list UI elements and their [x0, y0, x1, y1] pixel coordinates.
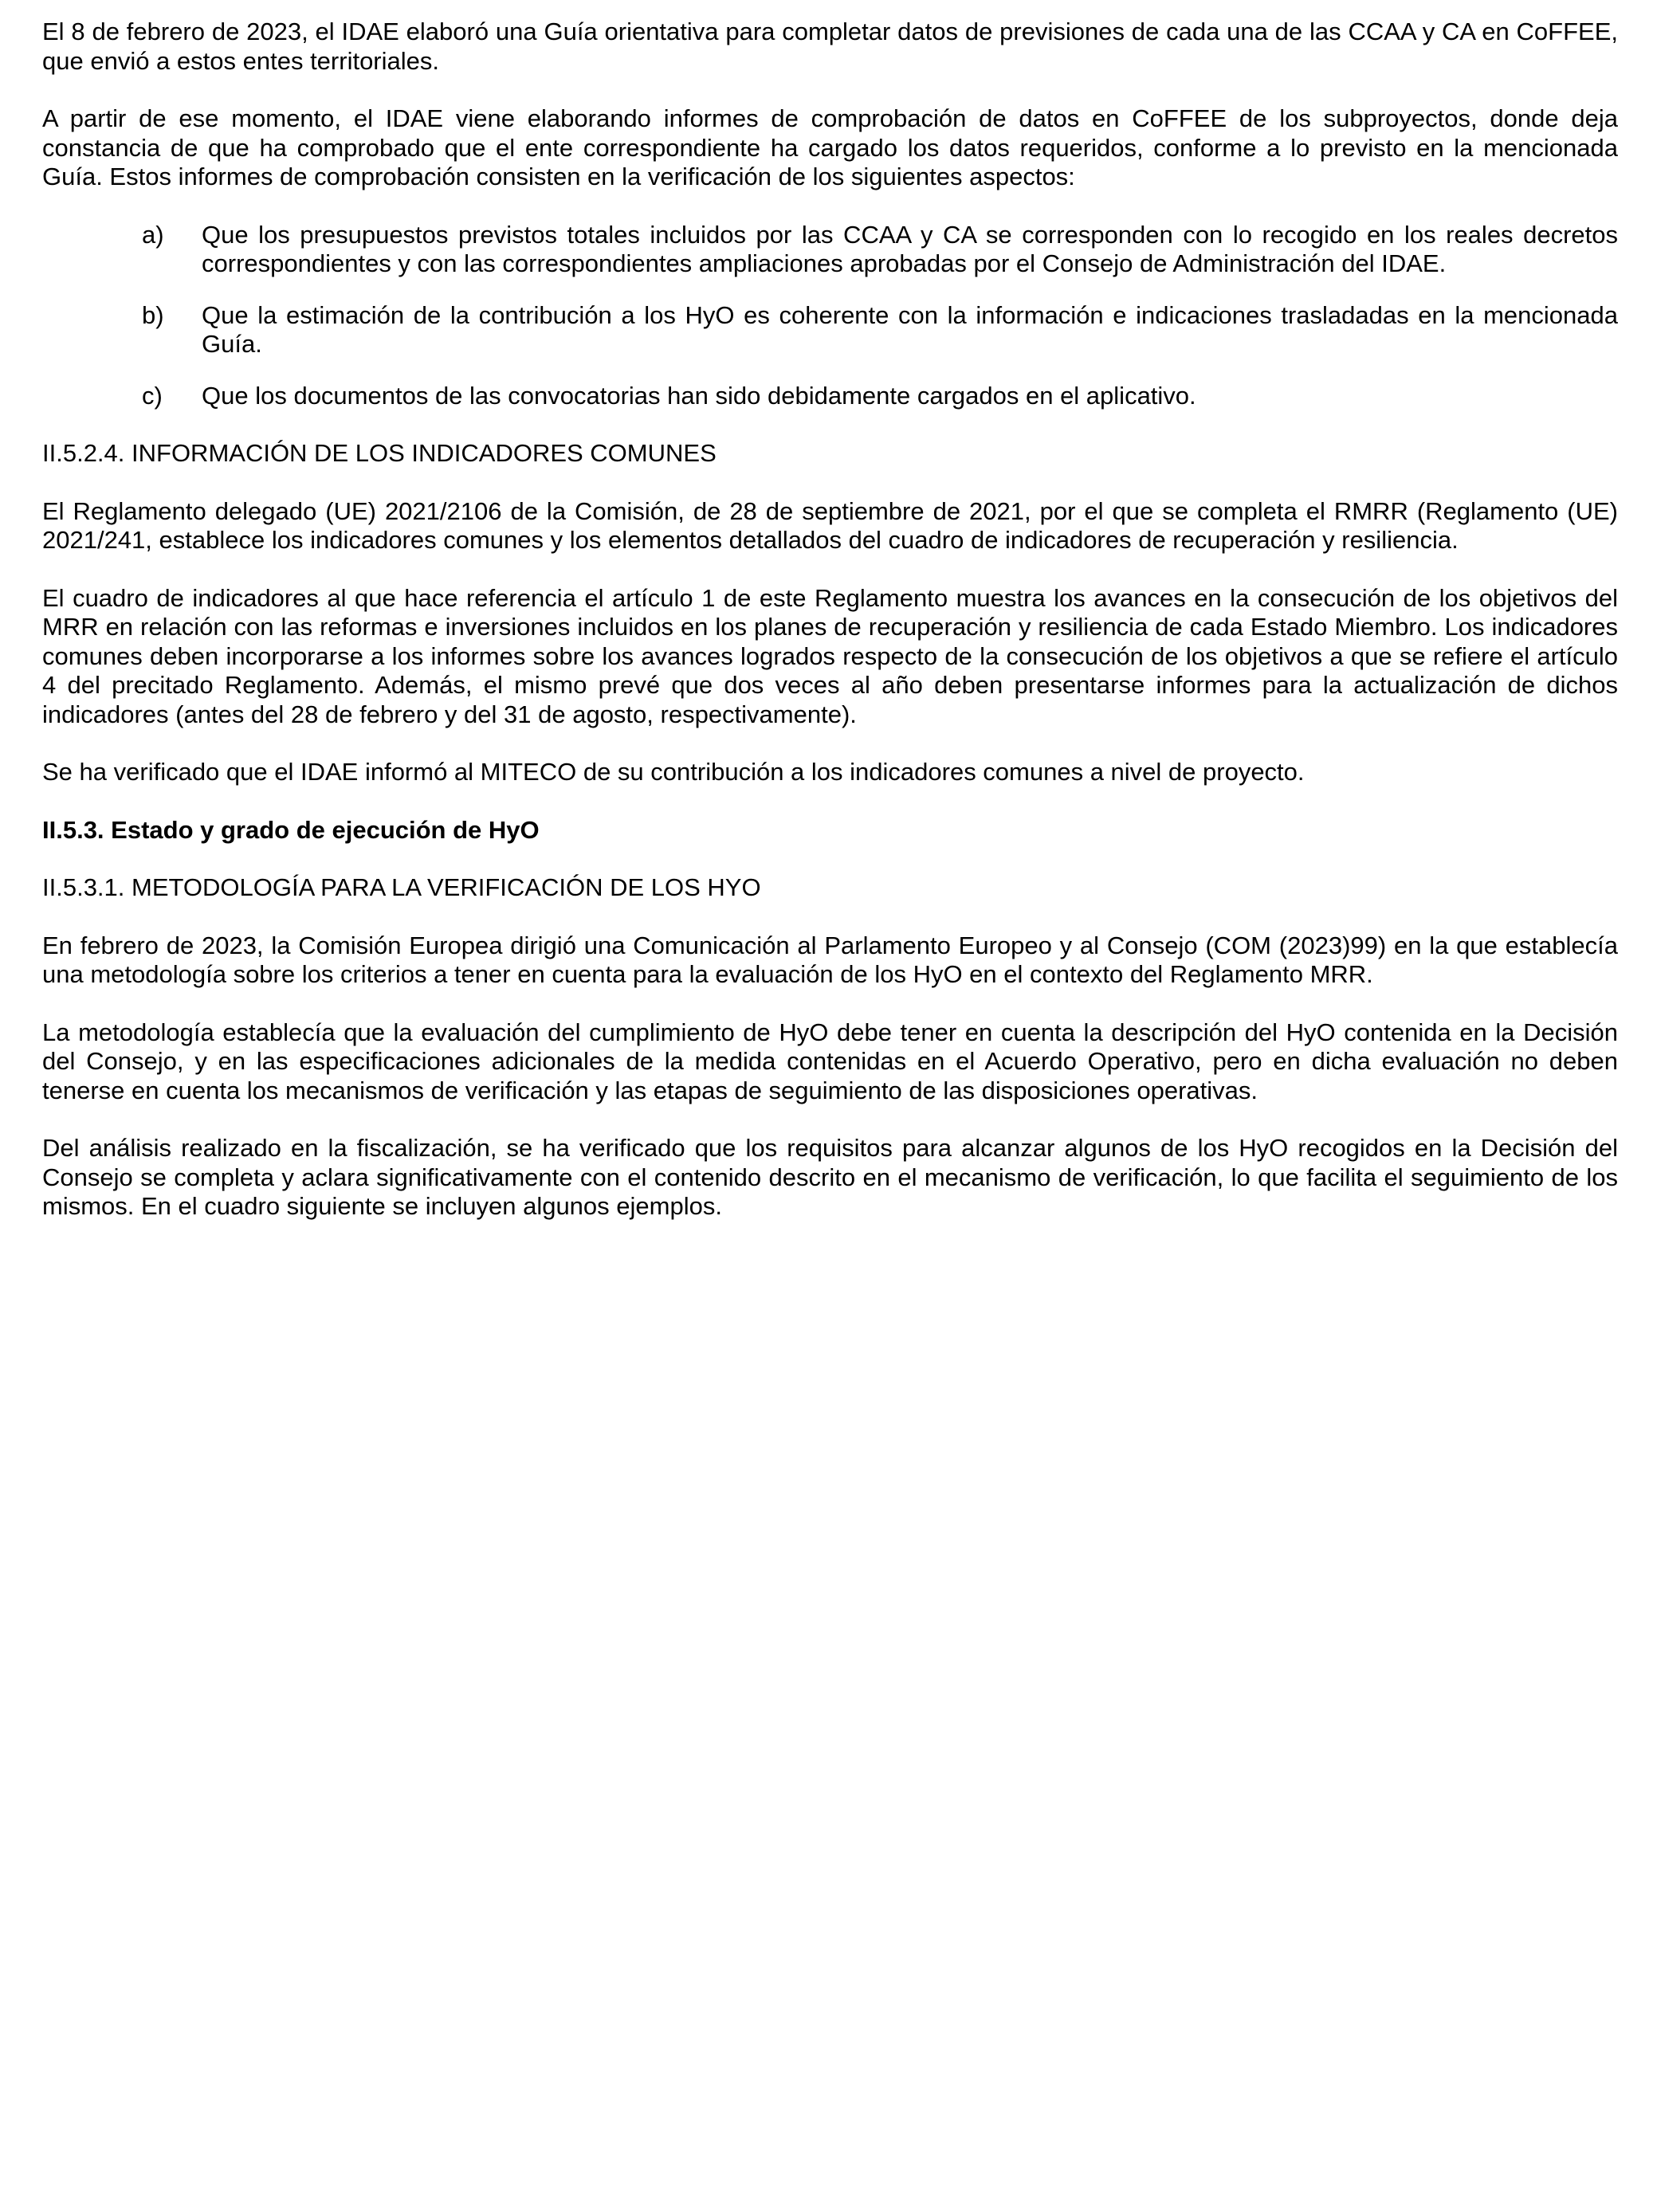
paragraph-informes-comprobacion: A partir de ese momento, el IDAE viene elaborando informes de comprobación de datos en CoFFEE de los subproyectos, donde deja constancia de que ha comprobado que el ente correspondiente ha cargado los datos requeridos, conforme a lo previsto en la mencionada Guía. Estos informes de comprobación consisten en la verificación de los siguientes aspectos:: [42, 104, 1618, 190]
list-item-text: Que los presupuestos previstos totales incluidos por las CCAA y CA se corresponden con lo recogido en los reales decretos correspondientes y con las correspondientes ampliaciones aprobadas por el Consejo de Administración del IDAE.: [202, 220, 1618, 277]
section-heading-ii-5-2-4: II.5.2.4. INFORMACIÓN DE LOS INDICADORES COMUNES: [42, 439, 717, 467]
list-item: [42, 382, 1618, 411]
lettered-list-aspectos: [42, 221, 1618, 411]
paragraph-comision-europea: En febrero de 2023, la Comisión Europea dirigió una Comunicación al Parlamento Europeo y al Consejo (COM (2023)99) en la que establecía una metodología sobre los criterios a tener en cuenta para la evaluación de los HyO en el contexto del Reglamento MRR.: [42, 931, 1618, 988]
section-heading-ii-5-3: II.5.3. Estado y grado de ejecución de HyO: [42, 815, 540, 844]
list-item: [42, 301, 1618, 359]
list-item: [42, 221, 1618, 279]
list-item-text: Que la estimación de la contribución a los HyO es coherente con la información e indicaciones trasladadas en la mencionada Guía.: [202, 300, 1618, 358]
paragraph-analisis-fiscalizacion: Del análisis realizado en la fiscalización, se ha verificado que los requisitos para alcanzar algunos de los HyO recogidos en la Decisión del Consejo se completa y aclara significativamente con el contenido descrito en el mecanismo de verificación, lo que facilita el seguimiento de los mismos. En el cuadro siguiente se incluyen algunos ejemplos.: [42, 1134, 1618, 1220]
paragraph-cuadro-indicadores: El cuadro de indicadores al que hace referencia el artículo 1 de este Reglamento muestra los avances en la consecución de los objetivos del MRR en relación con las reformas e inversiones incluidos en los planes de recuperación y resiliencia de cada Estado Miembro. Los indicadores comunes deben incorporarse a los informes sobre los avances logrados respecto de la consecución de los objetivos a que se refiere el artículo 4 del precitado Reglamento. Además, el mismo prevé que dos veces al año deben presentarse informes para la actualización de dichos indicadores (antes del 28 de febrero y del 31 de agosto, respectivamente).: [42, 583, 1618, 728]
paragraph-reglamento-delegado: El Reglamento delegado (UE) 2021/2106 de la Comisión, de 28 de septiembre de 2021, por el que se completa el RMRR (Reglamento (UE) 2021/241, establece los indicadores comunes y los elementos detallados del cuadro de indicadores de recuperación y resiliencia.: [42, 496, 1618, 554]
list-item-marker: b): [142, 300, 164, 329]
list-item-marker: a): [142, 220, 164, 249]
paragraph-guia-idae: El 8 de febrero de 2023, el IDAE elaboró una Guía orientativa para completar datos de previsiones de cada una de las CCAA y CA en CoFFEE, que envió a estos entes territoriales.: [42, 18, 1618, 75]
section-heading-ii-5-3-1: II.5.3.1. METODOLOGÍA PARA LA VERIFICACIÓN DE LOS HYO: [42, 873, 761, 901]
paragraph-idae-miteco: Se ha verificado que el IDAE informó al MITECO de su contribución a los indicadores comunes a nivel de proyecto.: [42, 758, 1305, 786]
document-body: [42, 18, 1618, 1222]
list-item-text: Que los documentos de las convocatorias han sido debidamente cargados en el aplicativo.: [202, 381, 1196, 410]
list-item-marker: c): [142, 381, 163, 410]
paragraph-metodologia: La metodología establecía que la evaluación del cumplimiento de HyO debe tener en cuenta la descripción del HyO contenida en la Decisión del Consejo, y en las especificaciones adicionales de la medida contenidas en el Acuerdo Operativo, pero en dicha evaluación no deben tenerse en cuenta los mecanismos de verificación y las etapas de seguimiento de las disposiciones operativas.: [42, 1018, 1618, 1104]
